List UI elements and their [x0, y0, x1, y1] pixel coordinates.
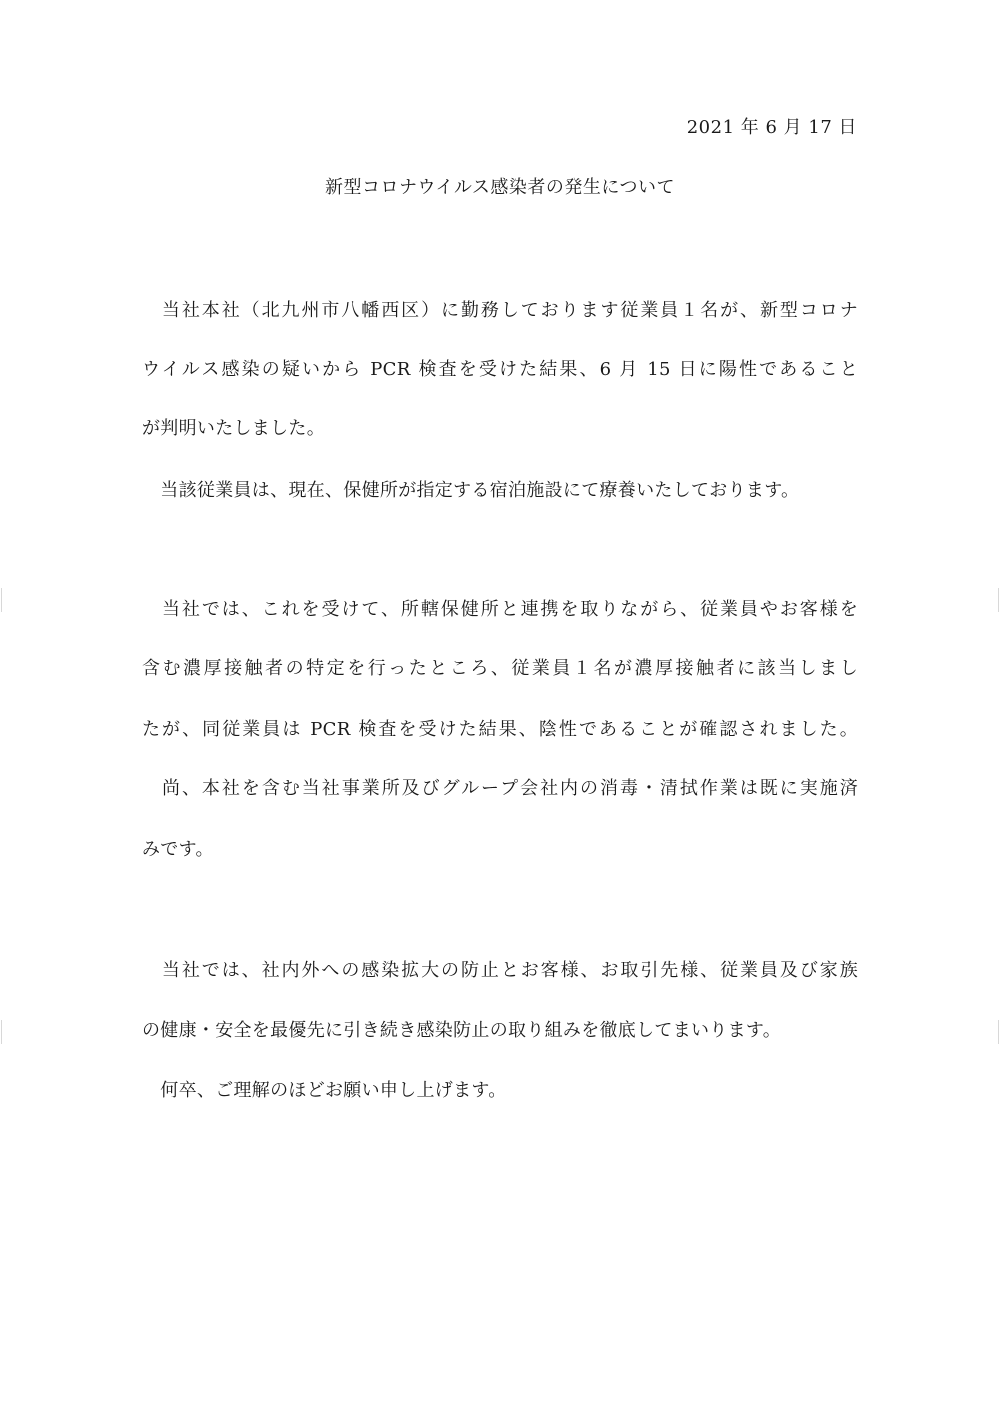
- paragraph-4-line-2: みです。: [142, 839, 214, 860]
- paragraph-3-line-2: 含む濃厚接触者の特定を行ったところ、従業員１名が濃厚接触者に該当しまし: [142, 658, 858, 679]
- paragraph-3-line-1: 当社では、これを受けて、所轄保健所と連携を取りながら、従業員やお客様を: [142, 599, 858, 620]
- document-title: 新型コロナウイルス感染者の発生について: [324, 177, 676, 198]
- left-edge-mark-lower: [1, 1020, 2, 1044]
- paragraph-1-line-1: 当社本社（北九州市八幡西区）に勤務しております従業員１名が、新型コロナ: [142, 300, 858, 321]
- paragraph-1-line-2: ウイルス感染の疑いから PCR 検査を受けた結果、6 月 15 日に陽性であること: [142, 359, 858, 380]
- left-edge-mark: [1, 588, 2, 612]
- right-edge-mark: [998, 588, 999, 612]
- paragraph-1-line-3: が判明いたしました。: [142, 418, 325, 439]
- right-edge-mark-lower: [998, 1020, 999, 1044]
- document-date: 2021 年 6 月 17 日: [686, 117, 857, 138]
- paragraph-2-line-1: 当該従業員は、現在、保健所が指定する宿泊施設にて療養いたしております。: [142, 480, 800, 501]
- paragraph-3-line-3: たが、同従業員は PCR 検査を受けた結果、陰性であることが確認されました。: [142, 719, 858, 740]
- paragraph-4-line-1: 尚、本社を含む当社事業所及びグループ会社内の消毒・清拭作業は既に実施済: [142, 778, 858, 799]
- paragraph-6-line-1: 何卒、ご理解のほどお願い申し上げます。: [142, 1080, 507, 1101]
- paragraph-5-line-1: 当社では、社内外への感染拡大の防止とお客様、お取引先様、従業員及び家族: [142, 960, 858, 981]
- paragraph-5-line-2: の健康・安全を最優先に引き続き感染防止の取り組みを徹底してまいります。: [142, 1020, 782, 1041]
